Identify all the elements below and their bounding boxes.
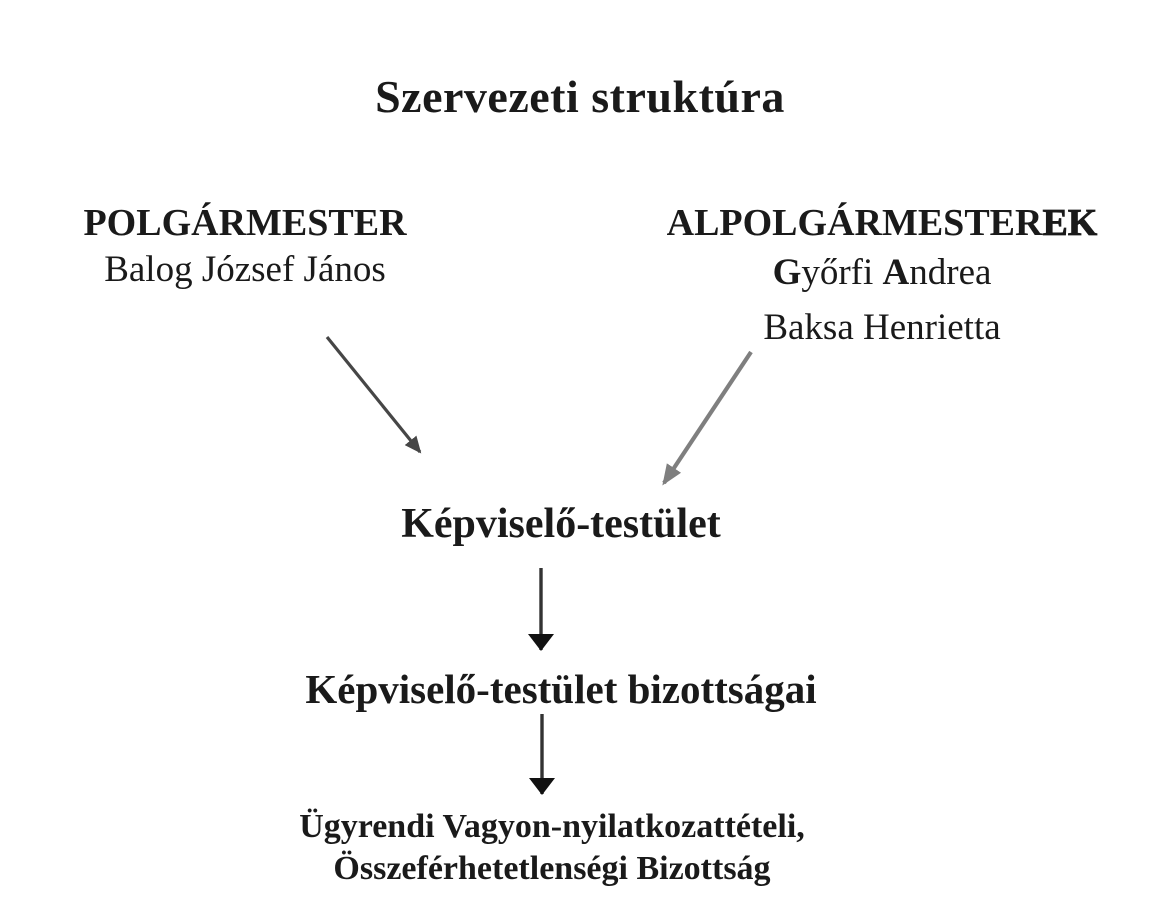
deputies-role-suffix: EK (1042, 202, 1098, 244)
deputies-role-main: ALPOLGÁRMESTER (666, 202, 1043, 244)
committee-detail-label (0, 806, 1104, 890)
arrow-mayor-to-body (327, 337, 420, 452)
deputy-name-1: Győrfi Andrea (772, 251, 992, 293)
deputies-role-label (662, 203, 1102, 245)
mayor-role-label: POLGÁRMESTER (83, 202, 407, 244)
deputies-block (662, 203, 1102, 355)
arrow-deputies-to-body (664, 352, 751, 483)
mayor-block (55, 203, 435, 293)
committees-label: Képviselő-testület bizottságai (305, 666, 817, 712)
deputy-name-2: Baksa Henrietta (763, 306, 1001, 348)
committee-detail-line-1: Ügyrendi Vagyon-nyilatkozattételi, (299, 808, 805, 845)
mayor-name: Balog József János (104, 248, 386, 290)
representative-body-label: Képviselő-testület (401, 501, 721, 547)
committee-detail-line-2: Összeférhetetlenségi Bizottság (333, 850, 771, 887)
diagram-title: Szervezeti struktúra (375, 71, 785, 122)
